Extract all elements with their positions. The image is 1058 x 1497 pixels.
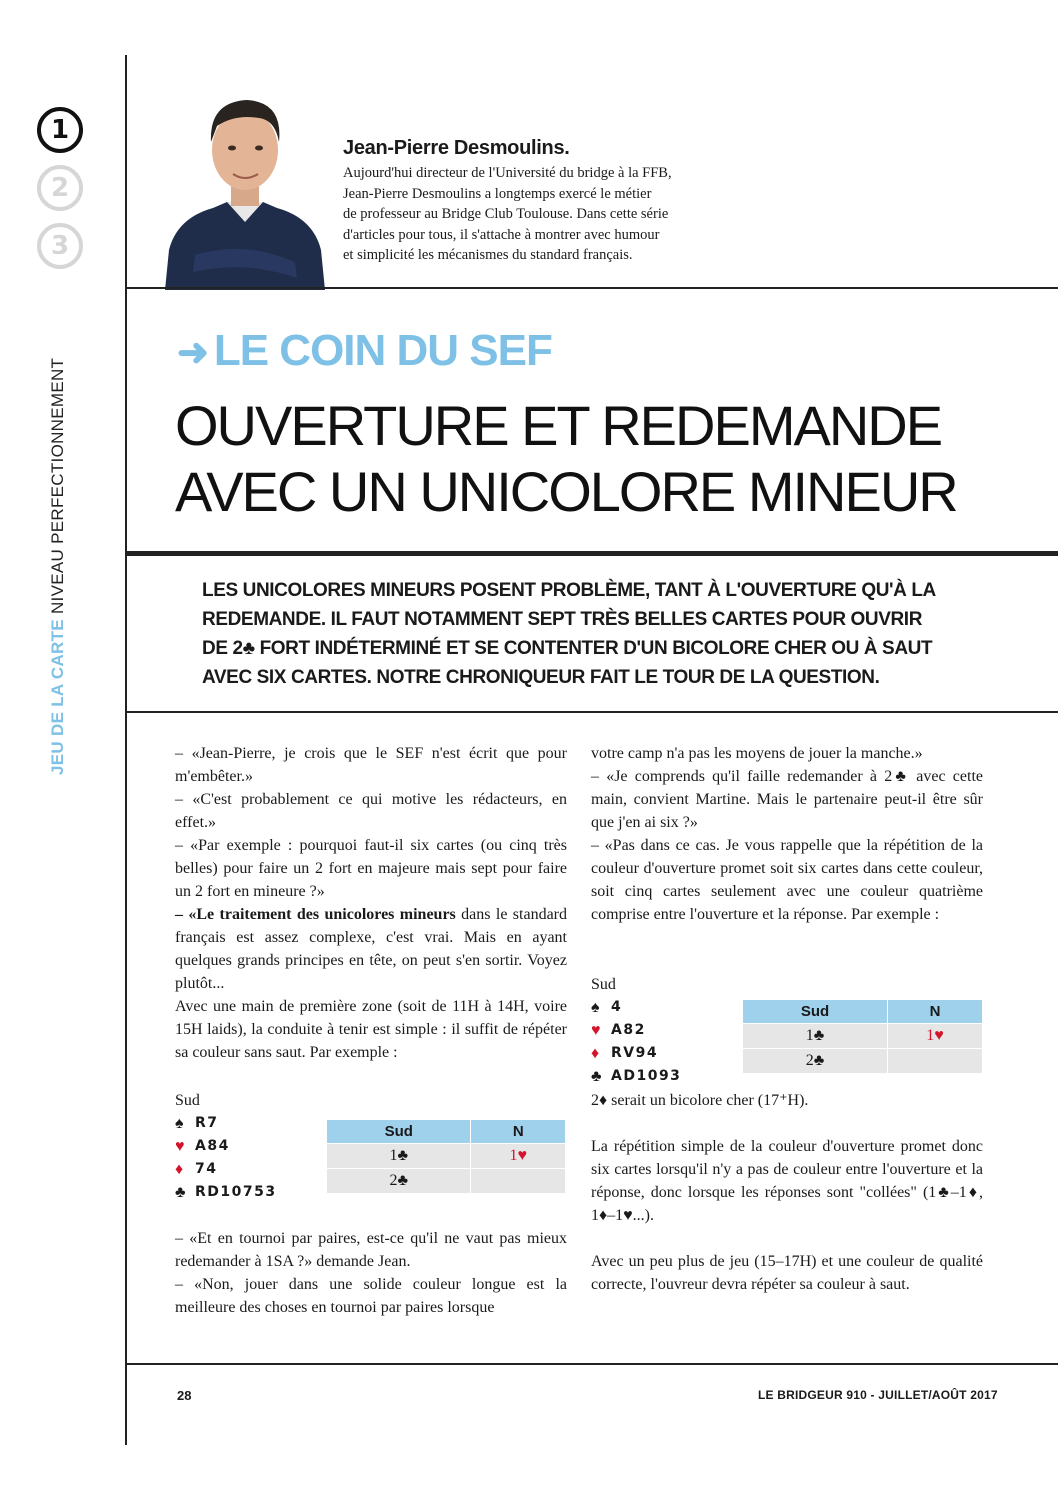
vertical-section-label (48, 358, 68, 775)
page-number: 28 (177, 1388, 192, 1403)
paragraph: votre camp n'a pas les moyens de jouer la manche.» (591, 745, 923, 762)
hand-diagram-1 (175, 1089, 277, 1204)
paragraph: – «Jean-Pierre, je crois que le SEF n'est écrit que pour m'embêter.» (175, 745, 567, 785)
magazine-issue: LE BRIDGEUR 910 - JUILLET/AOÛT 2017 (758, 1388, 998, 1402)
author-name: Jean-Pierre Desmoulins. (343, 137, 570, 159)
title-line-1: OUVERTURE ET REDEMANDE (175, 394, 942, 457)
header-n: N (471, 1120, 566, 1144)
club-icon: ♣ (591, 1068, 602, 1085)
bid-cell: 2♣ (327, 1169, 471, 1194)
left-column-bottom (175, 1227, 567, 1319)
bidding-table-1 (326, 1119, 566, 1194)
hand-row-hearts (591, 1019, 681, 1042)
author-photo (165, 80, 325, 290)
author-bio (343, 163, 743, 266)
cards: R7 (195, 1115, 219, 1131)
kicker-text: LE COIN DU SEF (213, 326, 552, 375)
paragraph: 2♦ serait un bicolore cher (17⁺H). (591, 1092, 809, 1109)
lede-divider (125, 711, 1058, 713)
cards: RV94 (611, 1045, 659, 1061)
diamond-icon: ♦ (591, 1045, 600, 1062)
bio-line: de professeur au Bridge Club Toulouse. Dans cette série (343, 206, 669, 222)
lede-line: DE 2♣ FORT INDÉTERMINÉ ET SE CONTENTER D'UN BICOLORE CHER OU À SAUT (202, 638, 933, 659)
bio-line: et simplicité les mécanismes du standard français. (343, 247, 633, 263)
cards: AD1093 (611, 1068, 682, 1084)
paragraph: – «Je comprends qu'il faille redemander à 2♣ avec cette main, convient Martine. Mais le partenaire peut-il être sûr que j'en ai six ?» (591, 768, 983, 831)
spade-icon: ♠ (175, 1115, 184, 1132)
hand-label: Sud (591, 976, 616, 993)
hand-label: Sud (175, 1092, 200, 1109)
right-column-top (591, 742, 983, 926)
level-name: NIVEAU PERFECTIONNEMENT (48, 357, 67, 615)
bid-cell: 1♥ (888, 1024, 983, 1049)
bio-line: Jean-Pierre Desmoulins a longtemps exercé le métier (343, 185, 652, 202)
hand-diagram-2 (591, 973, 681, 1088)
lede (202, 576, 1022, 692)
hand-row-spades (175, 1112, 277, 1135)
spacer (591, 1112, 983, 1135)
bid-cell (471, 1169, 566, 1194)
hand-row-diamonds (591, 1042, 681, 1065)
footer-divider (125, 1363, 1058, 1365)
level-3-badge: 3 (37, 223, 83, 269)
header-n: N (888, 1000, 983, 1024)
cards: A84 (195, 1138, 230, 1154)
club-icon: ♣ (175, 1184, 186, 1201)
level-1-badge: 1 (37, 107, 83, 153)
hand-row-clubs (175, 1181, 277, 1204)
paragraph: – «Par exemple : pourquoi faut-il six cartes (ou cinq très belles) pour faire un 2 fort en majeure mais sept pour faire un 2 fort en mineure ?» (175, 837, 567, 900)
paragraph (175, 903, 567, 995)
paragraph: – «C'est probablement ce qui motive les rédacteurs, en effet.» (175, 791, 567, 831)
kicker (177, 326, 552, 376)
header-sud: Sud (743, 1000, 888, 1024)
bid-cell: 1♥ (471, 1144, 566, 1169)
cards: 74 (195, 1161, 218, 1177)
paragraph-rest: dans le standard français est assez complexe, c'est vrai. Mais en ayant quelques grands principes en tête, on peut s'en sortir. Voyez plutôt... (175, 906, 568, 992)
lede-line: AVEC SIX CARTES. NOTRE CHRONIQUEUR FAIT LE TOUR DE LA QUESTION. (202, 667, 880, 688)
arrow-right-icon: ➜ (177, 332, 208, 374)
heart-icon: ♥ (175, 1138, 185, 1155)
lede-line: LES UNICOLORES MINEURS POSENT PROBLÈME, TANT À L'OUVERTURE QU'À LA (202, 580, 936, 601)
paragraph: – «Non, jouer dans une solide couleur longue est la meilleure des choses en tournoi par paires lorsque (175, 1276, 567, 1316)
hand-row-spades (591, 996, 681, 1019)
header-sud: Sud (327, 1120, 471, 1144)
article-title (175, 393, 957, 525)
bid-cell: 2♣ (743, 1049, 888, 1074)
bid-cell: 1♣ (743, 1024, 888, 1049)
paragraph: Avec une main de première zone (soit de 11H à 14H, voire 15H laids), la conduite à tenir est simple : il suffit de répéter sa couleur sans saut. Par exemple : (175, 998, 567, 1061)
bold-lead: – «Le traitement des unicolores mineurs (175, 906, 456, 923)
paragraph: Avec un peu plus de jeu (15–17H) et une couleur de qualité correcte, l'ouvreur devra répéter sa couleur à saut. (591, 1253, 983, 1293)
diamond-icon: ♦ (175, 1161, 184, 1178)
hand-row-clubs (591, 1065, 681, 1088)
paragraph: La répétition simple de la couleur d'ouverture promet donc six cartes lorsqu'il n'y a pas de couleur entre l'ouverture et la réponse, donc lorsque les réponses sont "collées" (1♣–1♦, 1♦–1♥...). (591, 1138, 983, 1224)
right-column-bottom (591, 1089, 983, 1296)
bid-cell (888, 1049, 983, 1074)
bidding-table-2 (742, 999, 983, 1074)
paragraph: – «Et en tournoi par paires, est-ce qu'il ne vaut pas mieux redemander à 1SA ?» demande Jean. (175, 1230, 567, 1270)
hand-row-hearts (175, 1135, 277, 1158)
paragraph: – «Pas dans ce cas. Je vous rappelle que la répétition de la couleur d'ouverture promet soit six cartes dans cette couleur, soit cinq cartes seulement avec une couleur quatrième comprise entre l'ouverture et la réponse. Par exemple : (591, 837, 983, 923)
cards: RD10753 (195, 1184, 277, 1200)
section-name: JEU DE LA CARTE (48, 619, 67, 775)
heart-icon: ♥ (591, 1022, 601, 1039)
cards: A82 (611, 1022, 646, 1038)
spade-icon: ♠ (591, 999, 600, 1016)
lede-line: REDEMANDE. IL FAUT NOTAMMENT SEPT TRÈS BELLES CARTES POUR OUVRIR (202, 609, 923, 630)
title-divider (125, 551, 1058, 556)
level-2-badge: 2 (37, 165, 83, 211)
left-column-top (175, 742, 567, 1064)
bio-line: Aujourd'hui directeur de l'Université du bridge à la FFB, (343, 165, 672, 181)
bid-cell: 1♣ (327, 1144, 471, 1169)
spacer (591, 1227, 983, 1250)
header-divider (125, 287, 1058, 289)
cards: 4 (611, 999, 623, 1015)
title-line-2: AVEC UN UNICOLORE MINEUR (175, 460, 957, 523)
hand-row-diamonds (175, 1158, 277, 1181)
bio-line: d'articles pour tous, il s'attache à montrer avec humour (343, 226, 660, 243)
left-margin-rule (125, 55, 127, 1445)
